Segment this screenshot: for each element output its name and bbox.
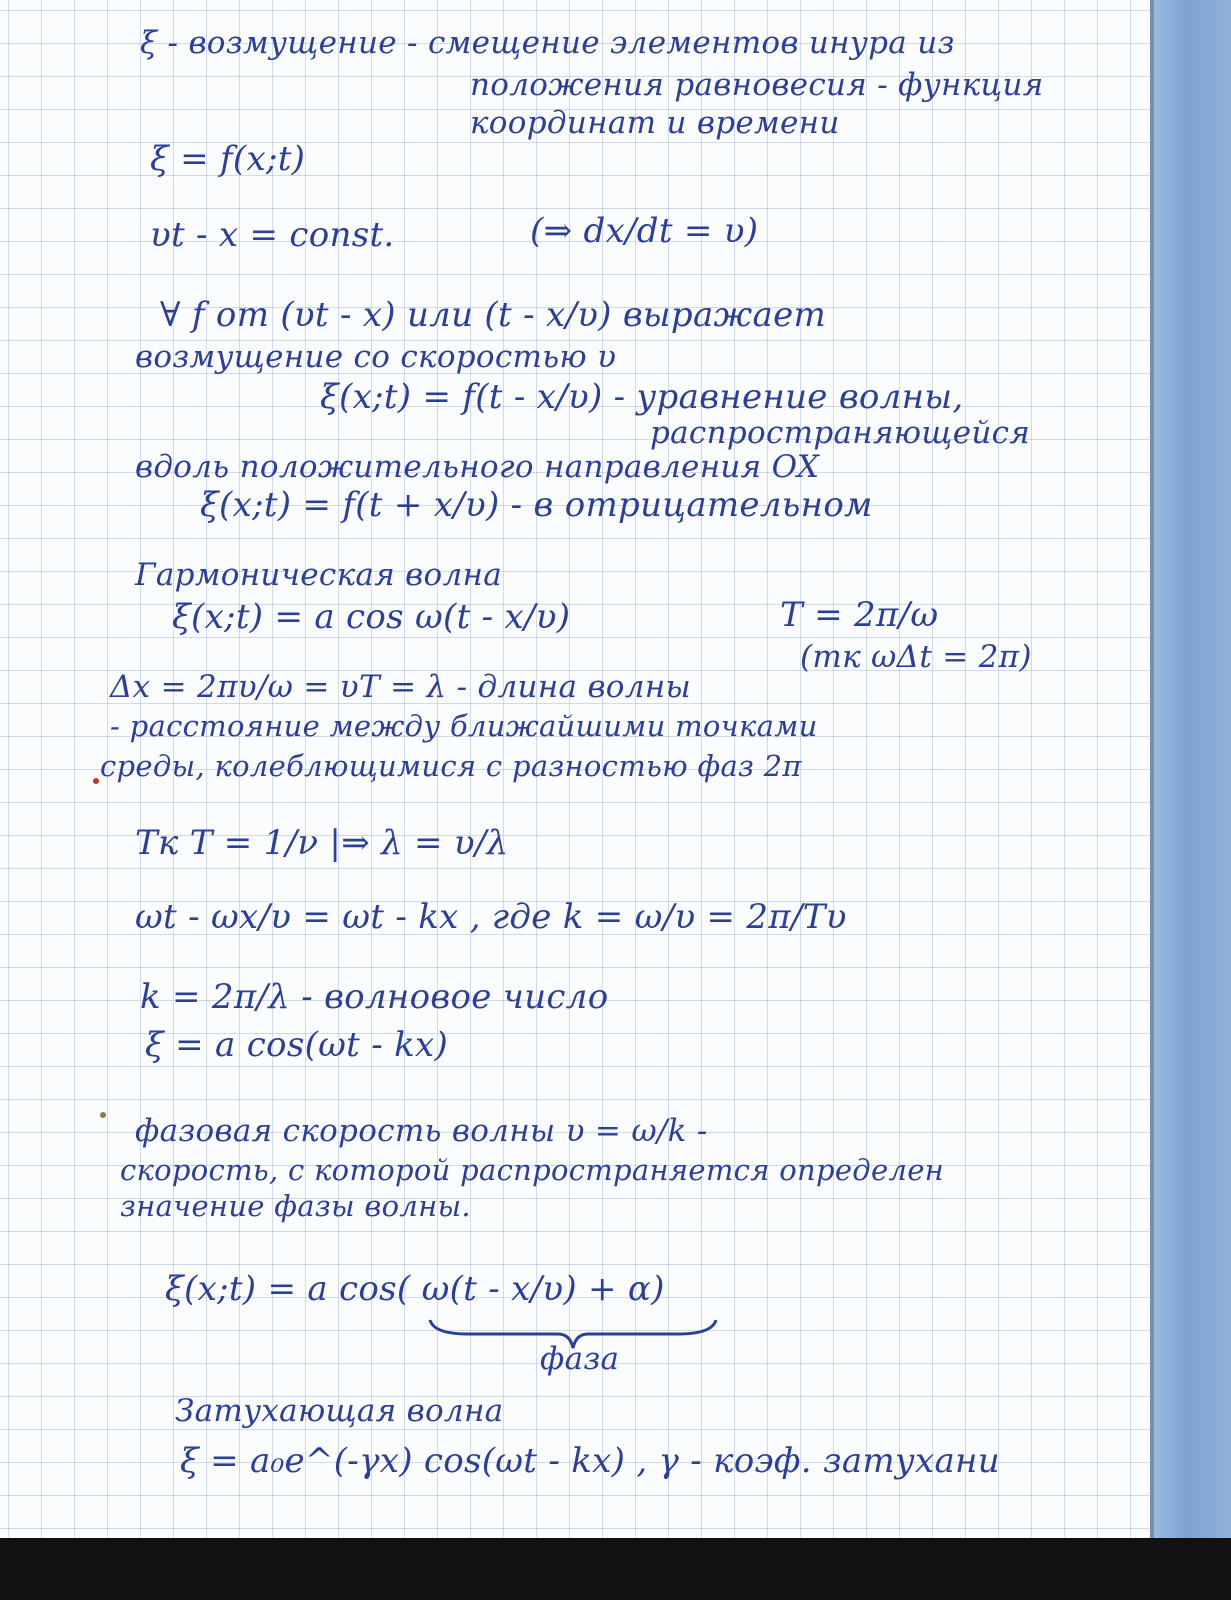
note-line-30: ξ = a₀e^(-γx) cos(ωt - kx) , γ - коэф. затухани: [180, 1441, 1000, 1481]
note-line-16: (тк ωΔt = 2π): [800, 639, 1032, 675]
note-line-20: Тк T = 1/ν |⇒ λ = υ/λ: [135, 823, 509, 863]
note-line-27: ξ(x;t) = a cos( ω(t - x/υ) + α): [165, 1269, 665, 1309]
note-line-19: среды, колеблющимися с разностью фаз 2π: [100, 749, 802, 783]
notebook-cover-edge: [1150, 0, 1231, 1538]
note-line-14: ξ(x;t) = a cos ω(t - x/υ): [172, 597, 571, 637]
note-line-29: Затухающая волна: [175, 1393, 504, 1429]
note-line-26: значение фазы волны.: [120, 1189, 471, 1223]
note-line-21: ωt - ωx/υ = ωt - kx , где k = ω/υ = 2π/Tυ: [135, 897, 847, 937]
note-line-4: ξ = f(x;t): [150, 139, 306, 179]
note-line-24: фазовая скорость волны υ = ω/k -: [135, 1113, 708, 1149]
note-line-11: вдоль положительного направления OX: [135, 449, 820, 485]
note-line-6: (⇒ dx/dt = υ): [530, 211, 759, 251]
note-line-18: - расстояние между ближайшими точками: [110, 709, 818, 743]
note-line-28: фаза: [540, 1341, 620, 1377]
note-line-3: координат и времени: [470, 105, 840, 141]
note-line-1: ξ - возмущение - смещение элементов инура из: [140, 25, 955, 61]
ink-spot: [100, 1112, 106, 1118]
note-line-5: υt - x = const.: [150, 215, 395, 255]
note-line-12: ξ(x;t) = f(t + x/υ) - в отрицательном: [200, 485, 873, 525]
ink-spot: [93, 778, 99, 784]
note-line-9: ξ(x;t) = f(t - x/υ) - уравнение волны,: [320, 377, 964, 417]
note-line-23: ξ = a cos(ωt - kx): [145, 1025, 449, 1065]
note-line-10: распространяющейся: [650, 415, 1031, 451]
note-line-25: скорость, с которой распространяется определен: [120, 1153, 945, 1187]
note-line-8: возмущение со скоростью υ: [135, 339, 617, 375]
note-line-17: Δx = 2πυ/ω = υT = λ - длина волны: [110, 669, 692, 705]
note-line-2: положения равновесия - функция: [470, 67, 1044, 103]
note-line-13: Гармоническая волна: [135, 557, 503, 593]
note-line-15: T = 2π/ω: [780, 595, 939, 635]
note-line-7: ∀ f от (υt - x) или (t - x/υ) выражает: [160, 295, 827, 335]
note-line-22: k = 2π/λ - волновое число: [140, 977, 609, 1017]
scan-bottom-border: [0, 1538, 1231, 1600]
